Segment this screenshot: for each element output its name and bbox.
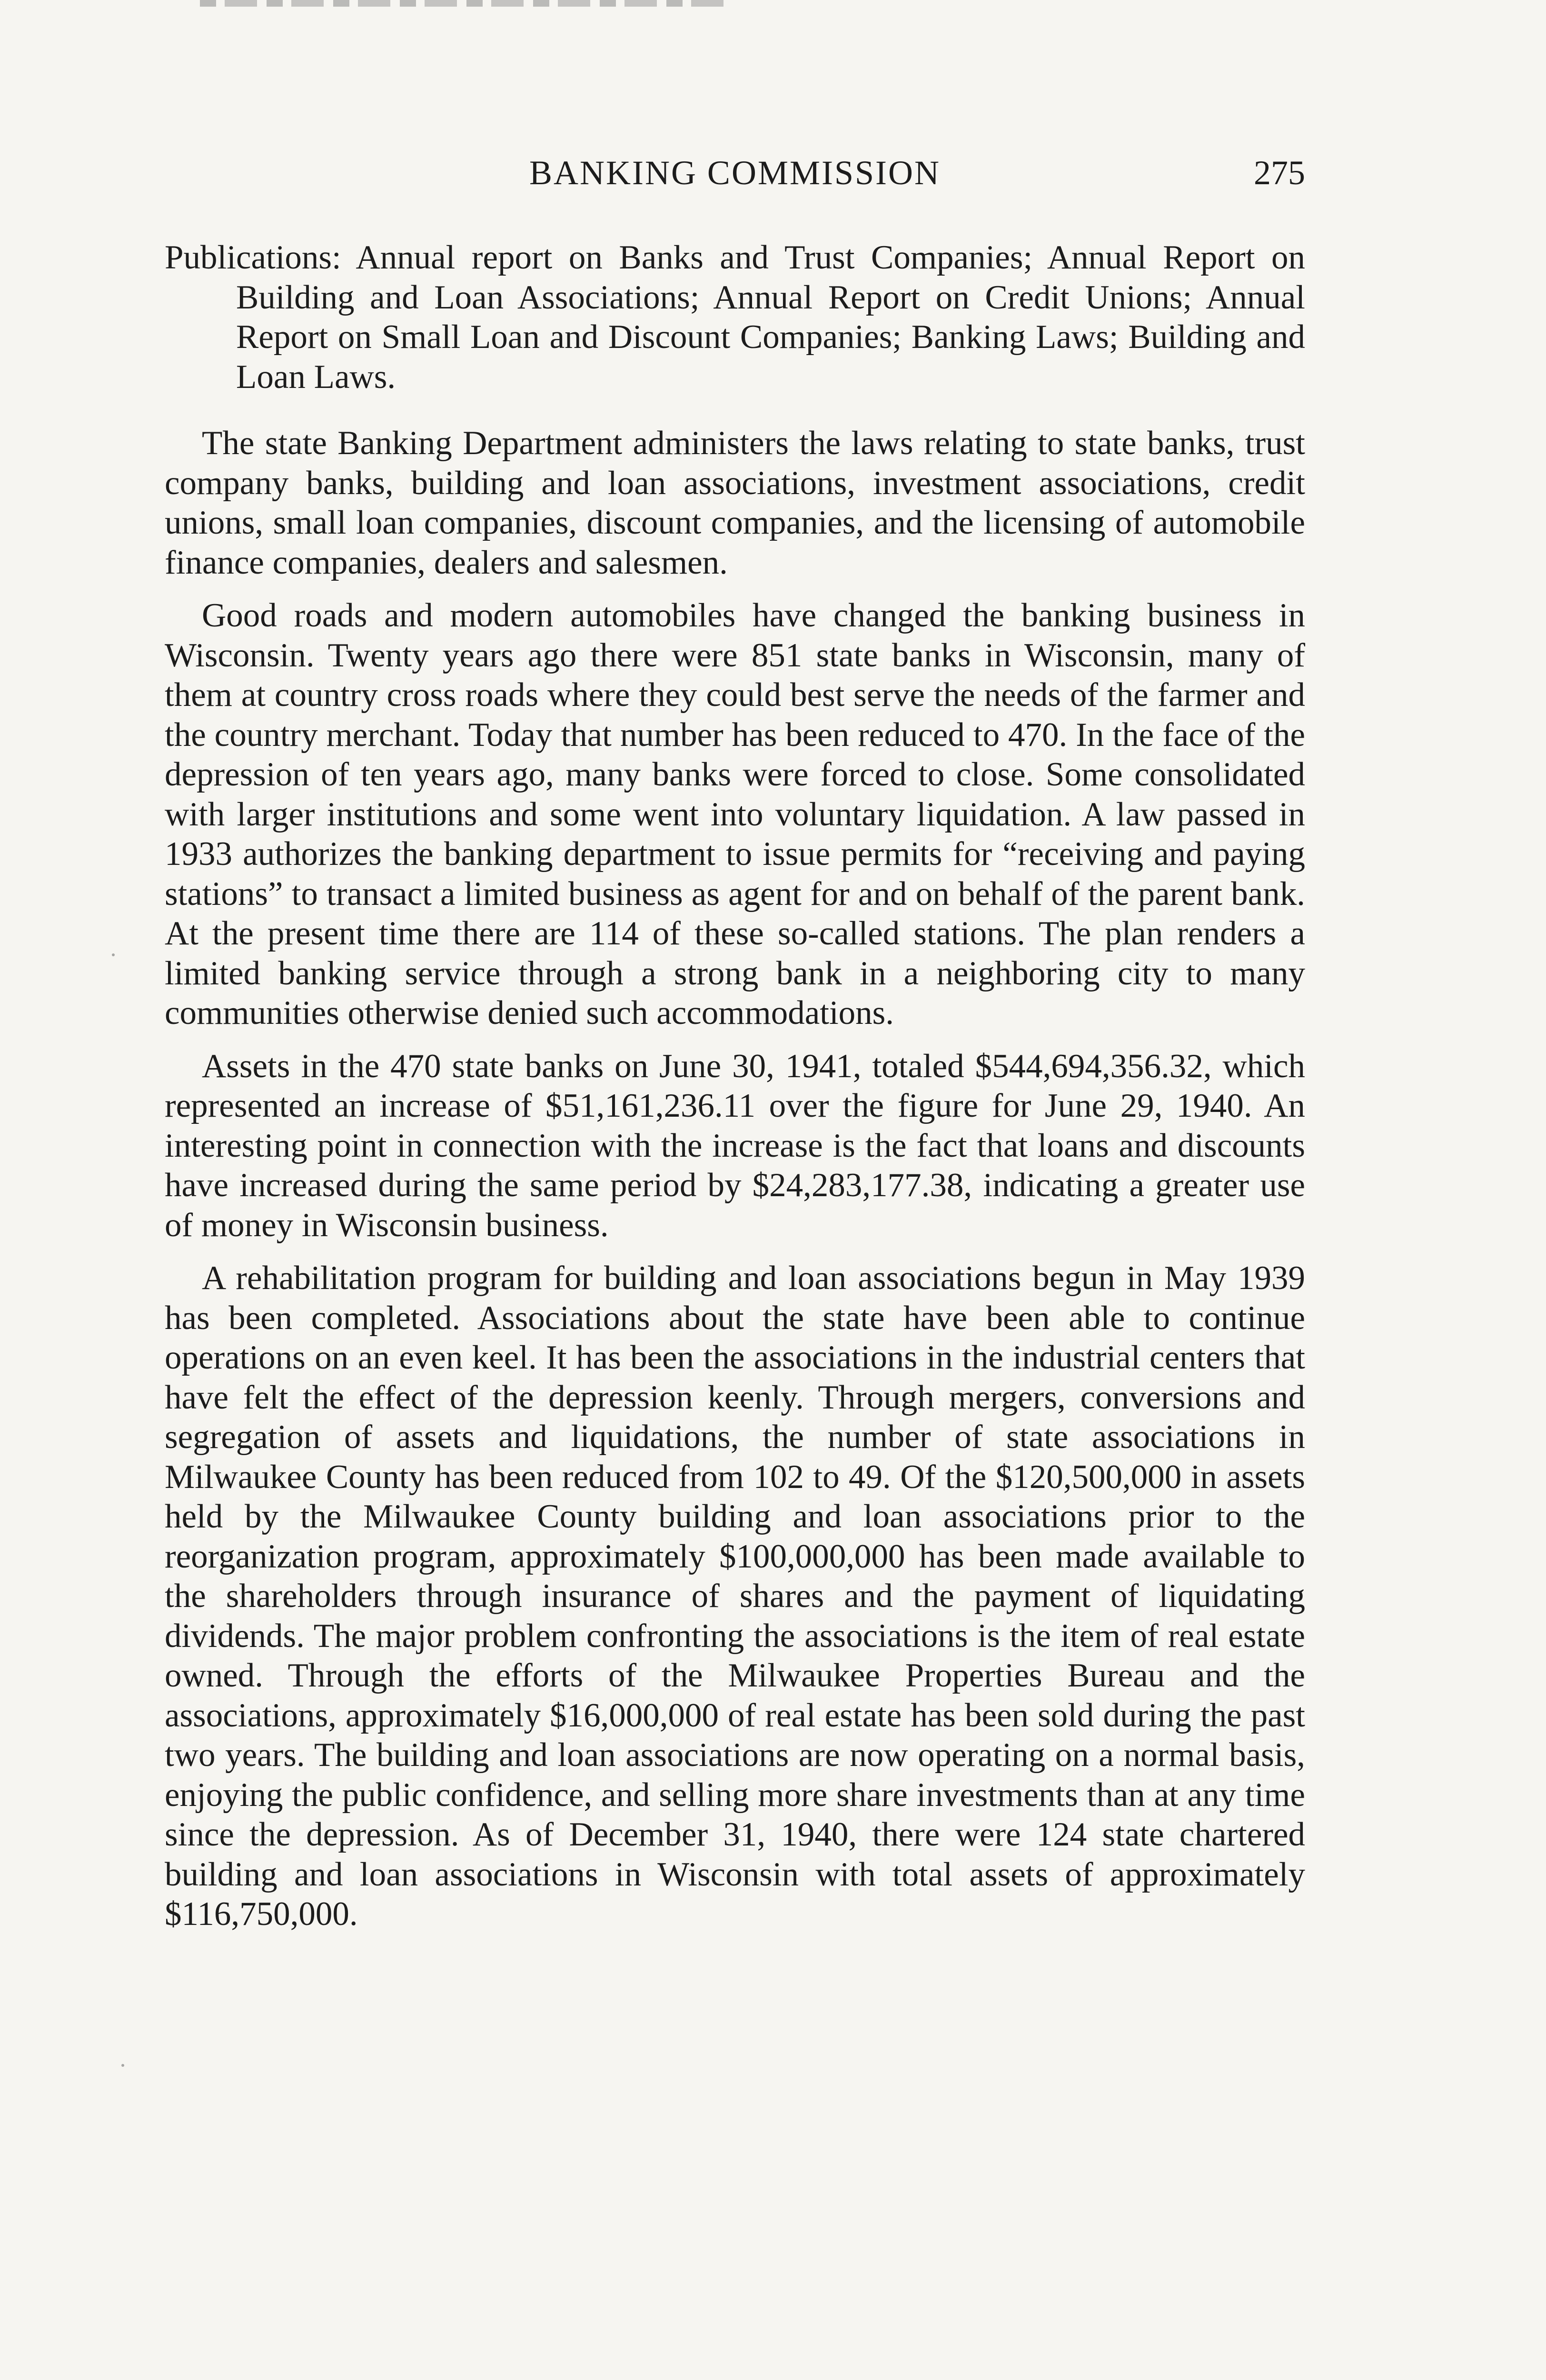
- running-header: [165, 151, 1305, 194]
- body-text: [165, 238, 1305, 1948]
- paragraph-banking-department: The state Banking Department administers the laws relating to state banks, trust company banks, building and loan associations, investment associations, credit unions, small loan companies, discount companies, and the licensing of automobile finance companies, dealers and salesmen.: [165, 425, 1305, 581]
- paragraph-good-roads: Good roads and modern automobiles have changed the banking business in Wisconsin. Twenty years ago there were 851 state banks in Wisconsin, many of them at country cross roads where they could best serve the needs of the farmer and the country merchant. Today that number has been reduced to 470. In the face of the depression of ten years ago, many banks were forced to close. Some consolidated with larger institutions and some went into voluntary liquidation. A law passed in 1933 authorizes the banking department to issue permits for “receiving and paying stations” to transact a limited business as agent for and on behalf of the parent bank. At the present time there are 114 of these so-called stations. The plan renders a limited banking service through a strong bank in a neighboring city to many communities otherwise denied such accommodations.: [165, 597, 1305, 1031]
- page-number: 275: [1254, 154, 1305, 192]
- paragraph-rehabilitation: A rehabilitation program for building and loan associations begun in May 1939 has been completed. Associations about the state have been able to continue operations on an even keel. It has been the associations in the industrial centers that have felt the effect of the depression keenly. Through mergers, conversions and segregation of assets and liquidations, the number of state associations in Milwaukee County has been reduced from 102 to 49. Of the $120,500,000 in assets held by the Milwaukee County building and loan associations prior to the reorganization program, approximately $100,000,000 has been made available to the shareholders through insurance of shares and the payment of liquidating dividends. The major problem confronting the associations is the item of real estate owned. Through the efforts of the Milwaukee Properties Bureau and the associations, approximately $16,000,000 of real estate has been sold during the past two years. The building and loan associations are now operating on a normal basis, enjoying the public confidence, and selling more share investments than at any time since the depression. As of December 31, 1940, there were 124 state chartered building and loan associations in Wisconsin with total assets of approximately $116,750,000.: [165, 1259, 1305, 1933]
- publications-list: Publications: Annual report on Banks and Trust Companies; Annual Report on Building and Loan Associations; Annual Report on Credit Unions; Annual Report on Small Loan and Discount Companies; Banking Laws; Building and Loan Laws.: [165, 239, 1305, 396]
- scan-speck: [121, 2064, 124, 2067]
- running-title: BANKING COMMISSION: [529, 154, 941, 192]
- paragraph-assets: Assets in the 470 state banks on June 30, 1941, totaled $544,694,356.32, which represented an increase of $51,161,236.11 over the figure for June 29, 1940. An interesting point in connection with the increase is the fact that loans and discounts have increased during the same period by $24,283,177.38, indicating a greater use of money in Wisconsin business.: [165, 1047, 1305, 1244]
- scan-smudge: [200, 0, 723, 7]
- scan-speck: [112, 953, 115, 956]
